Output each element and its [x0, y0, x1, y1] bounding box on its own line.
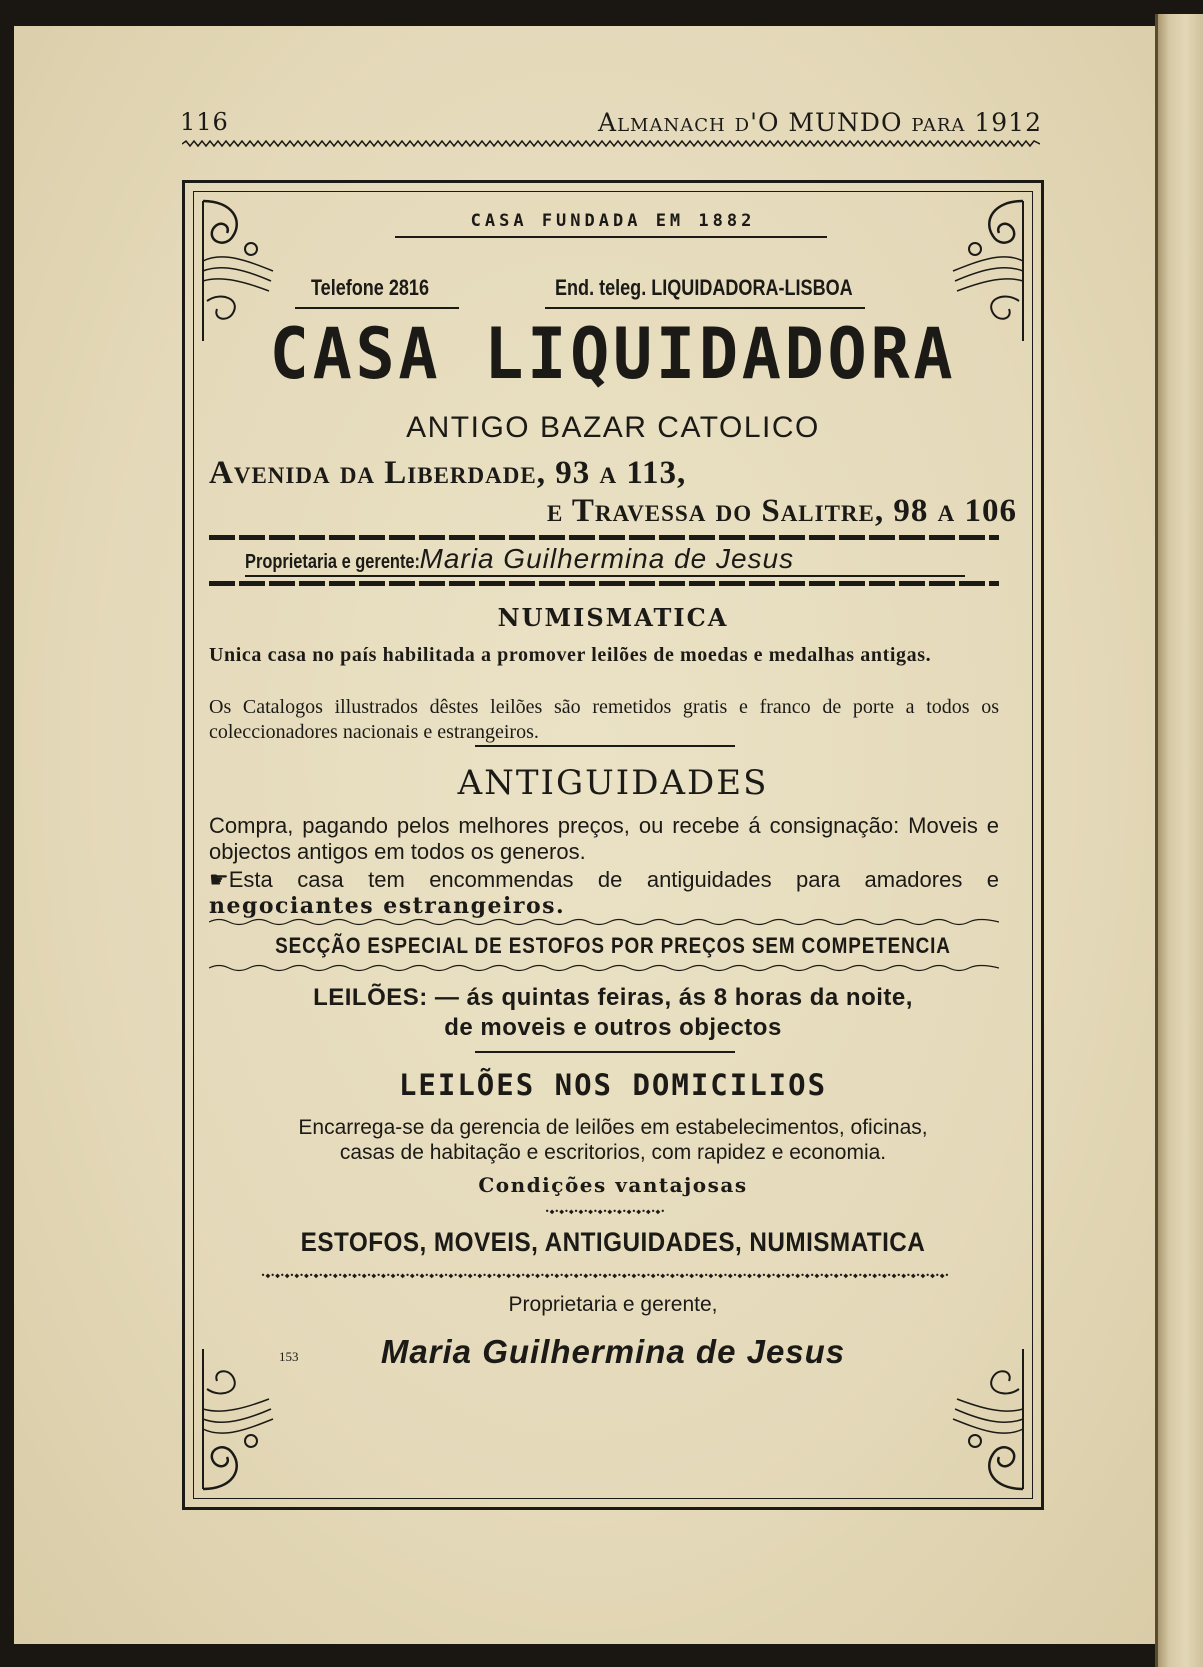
- brand-name: CASA LIQUIDADORA: [269, 313, 957, 395]
- page-number: 116: [180, 108, 229, 136]
- header-wavy-rule: [182, 140, 1040, 148]
- address-line-1: Avenida da Liberdade, 93 a 113,: [209, 455, 687, 491]
- book-spine: [1155, 14, 1203, 1667]
- wavy-rule: [209, 917, 999, 927]
- brand-subtitle: ANTIGO BAZAR CATOLICO: [406, 411, 820, 444]
- wavy-rule: [209, 963, 999, 973]
- antiques-bold-phrase: negociantes estrangeiros.: [209, 893, 566, 919]
- owner-name: Maria Guilhermina de Jesus: [419, 543, 795, 574]
- goods-list: ESTOFOS, MOVEIS, ANTIGUIDADES, NUMISMATICA: [300, 1227, 926, 1257]
- corner-ornament-icon: [193, 1349, 281, 1499]
- advertisement-frame: [182, 180, 1044, 1510]
- conditions: Condições vantajosas: [478, 1173, 748, 1197]
- antiques-paragraph-1: Compra, pagando pelos melhores preços, ou recebe á consignação: Moveis e objectos antigos em todos os generos.: [209, 813, 999, 864]
- telegraph-address: End. teleg. LIQUIDADORA-LISBOA: [555, 275, 853, 300]
- corner-ornament-icon: [945, 1349, 1033, 1499]
- dash-rule: [209, 581, 999, 586]
- numismatics-paragraph-2: Os Catalogos illustrados dêstes leilões são remetidos gratis e franco de porte a todos os coleccionadores nacionais e estrangeiros.: [209, 696, 999, 743]
- antiques-paragraph-2: ☛Esta casa tem encommendas de antiguidades para amadores e negociantes estrangeiros.: [209, 867, 999, 919]
- home-auctions-heading: LEILÕES NOS DOMICILIOS: [398, 1068, 828, 1102]
- rule: [475, 745, 735, 747]
- owner-line: [245, 543, 794, 575]
- rule: [545, 307, 865, 309]
- running-title: Almanach d'O MUNDO para 1912: [598, 108, 1042, 137]
- rule: [395, 236, 827, 238]
- special-section: SECÇÃO ESPECIAL DE ESTOFOS POR PREÇOS SEM COMPETENCIA: [275, 933, 951, 958]
- address-line-2: e Travessa do Salitre, 98 a 106: [546, 493, 1017, 529]
- rule: [475, 1051, 735, 1053]
- rule: [245, 575, 965, 577]
- dotted-ornament: •◆•◆•◆•◆•◆•◆•◆•◆•◆•◆•◆•◆•: [544, 1207, 666, 1216]
- antiques-heading: ANTIGUIDADES: [457, 763, 769, 803]
- running-head: [164, 104, 1044, 138]
- owner-label: Proprietaria e gerente:: [245, 551, 421, 573]
- hand-pointer-icon: ☛: [209, 867, 229, 892]
- dotted-ornament: •◆•◆•◆•◆•◆•◆•◆•◆•◆•◆•◆•◆•◆•◆•◆•◆•◆•◆•◆•◆•◆•◆•◆•◆•◆•◆•◆•◆•◆•◆•◆•◆•◆•◆•◆•◆•◆•◆•◆•◆•◆•◆•◆•◆•◆•◆•◆•◆•◆•◆•◆•◆•◆•◆•◆•◆•◆•◆•◆•◆•◆•◆•◆•◆•◆•◆•◆•◆•◆•◆•◆•: [260, 1271, 950, 1280]
- bottom-owner-label: Proprietaria e gerente,: [508, 1293, 718, 1316]
- ad-number: 153: [279, 1349, 299, 1364]
- spine-edge: [1155, 14, 1158, 1667]
- numismatics-paragraph-1: Unica casa no país habilitada a promover leilões de moedas e medalhas antigas.: [209, 644, 932, 666]
- bottom-owner-name: Maria Guilhermina de Jesus: [380, 1333, 846, 1370]
- founded-line: CASA FUNDADA EM 1882: [470, 211, 756, 231]
- auctions-schedule: LEILÕES: — ás quintas feiras, ás 8 horas da noite, de moveis e outros objectos: [313, 984, 913, 1041]
- home-auctions-text: Encarrega-se da gerencia de leilões em estabelecimentos, oficinas, casas de habitação e escritorios, com rapidez e economia.: [298, 1116, 928, 1164]
- rule: [295, 307, 459, 309]
- phone-number: Telefone 2816: [311, 275, 429, 300]
- dash-rule: [209, 535, 999, 540]
- numismatics-heading: NUMISMATICA: [497, 603, 729, 632]
